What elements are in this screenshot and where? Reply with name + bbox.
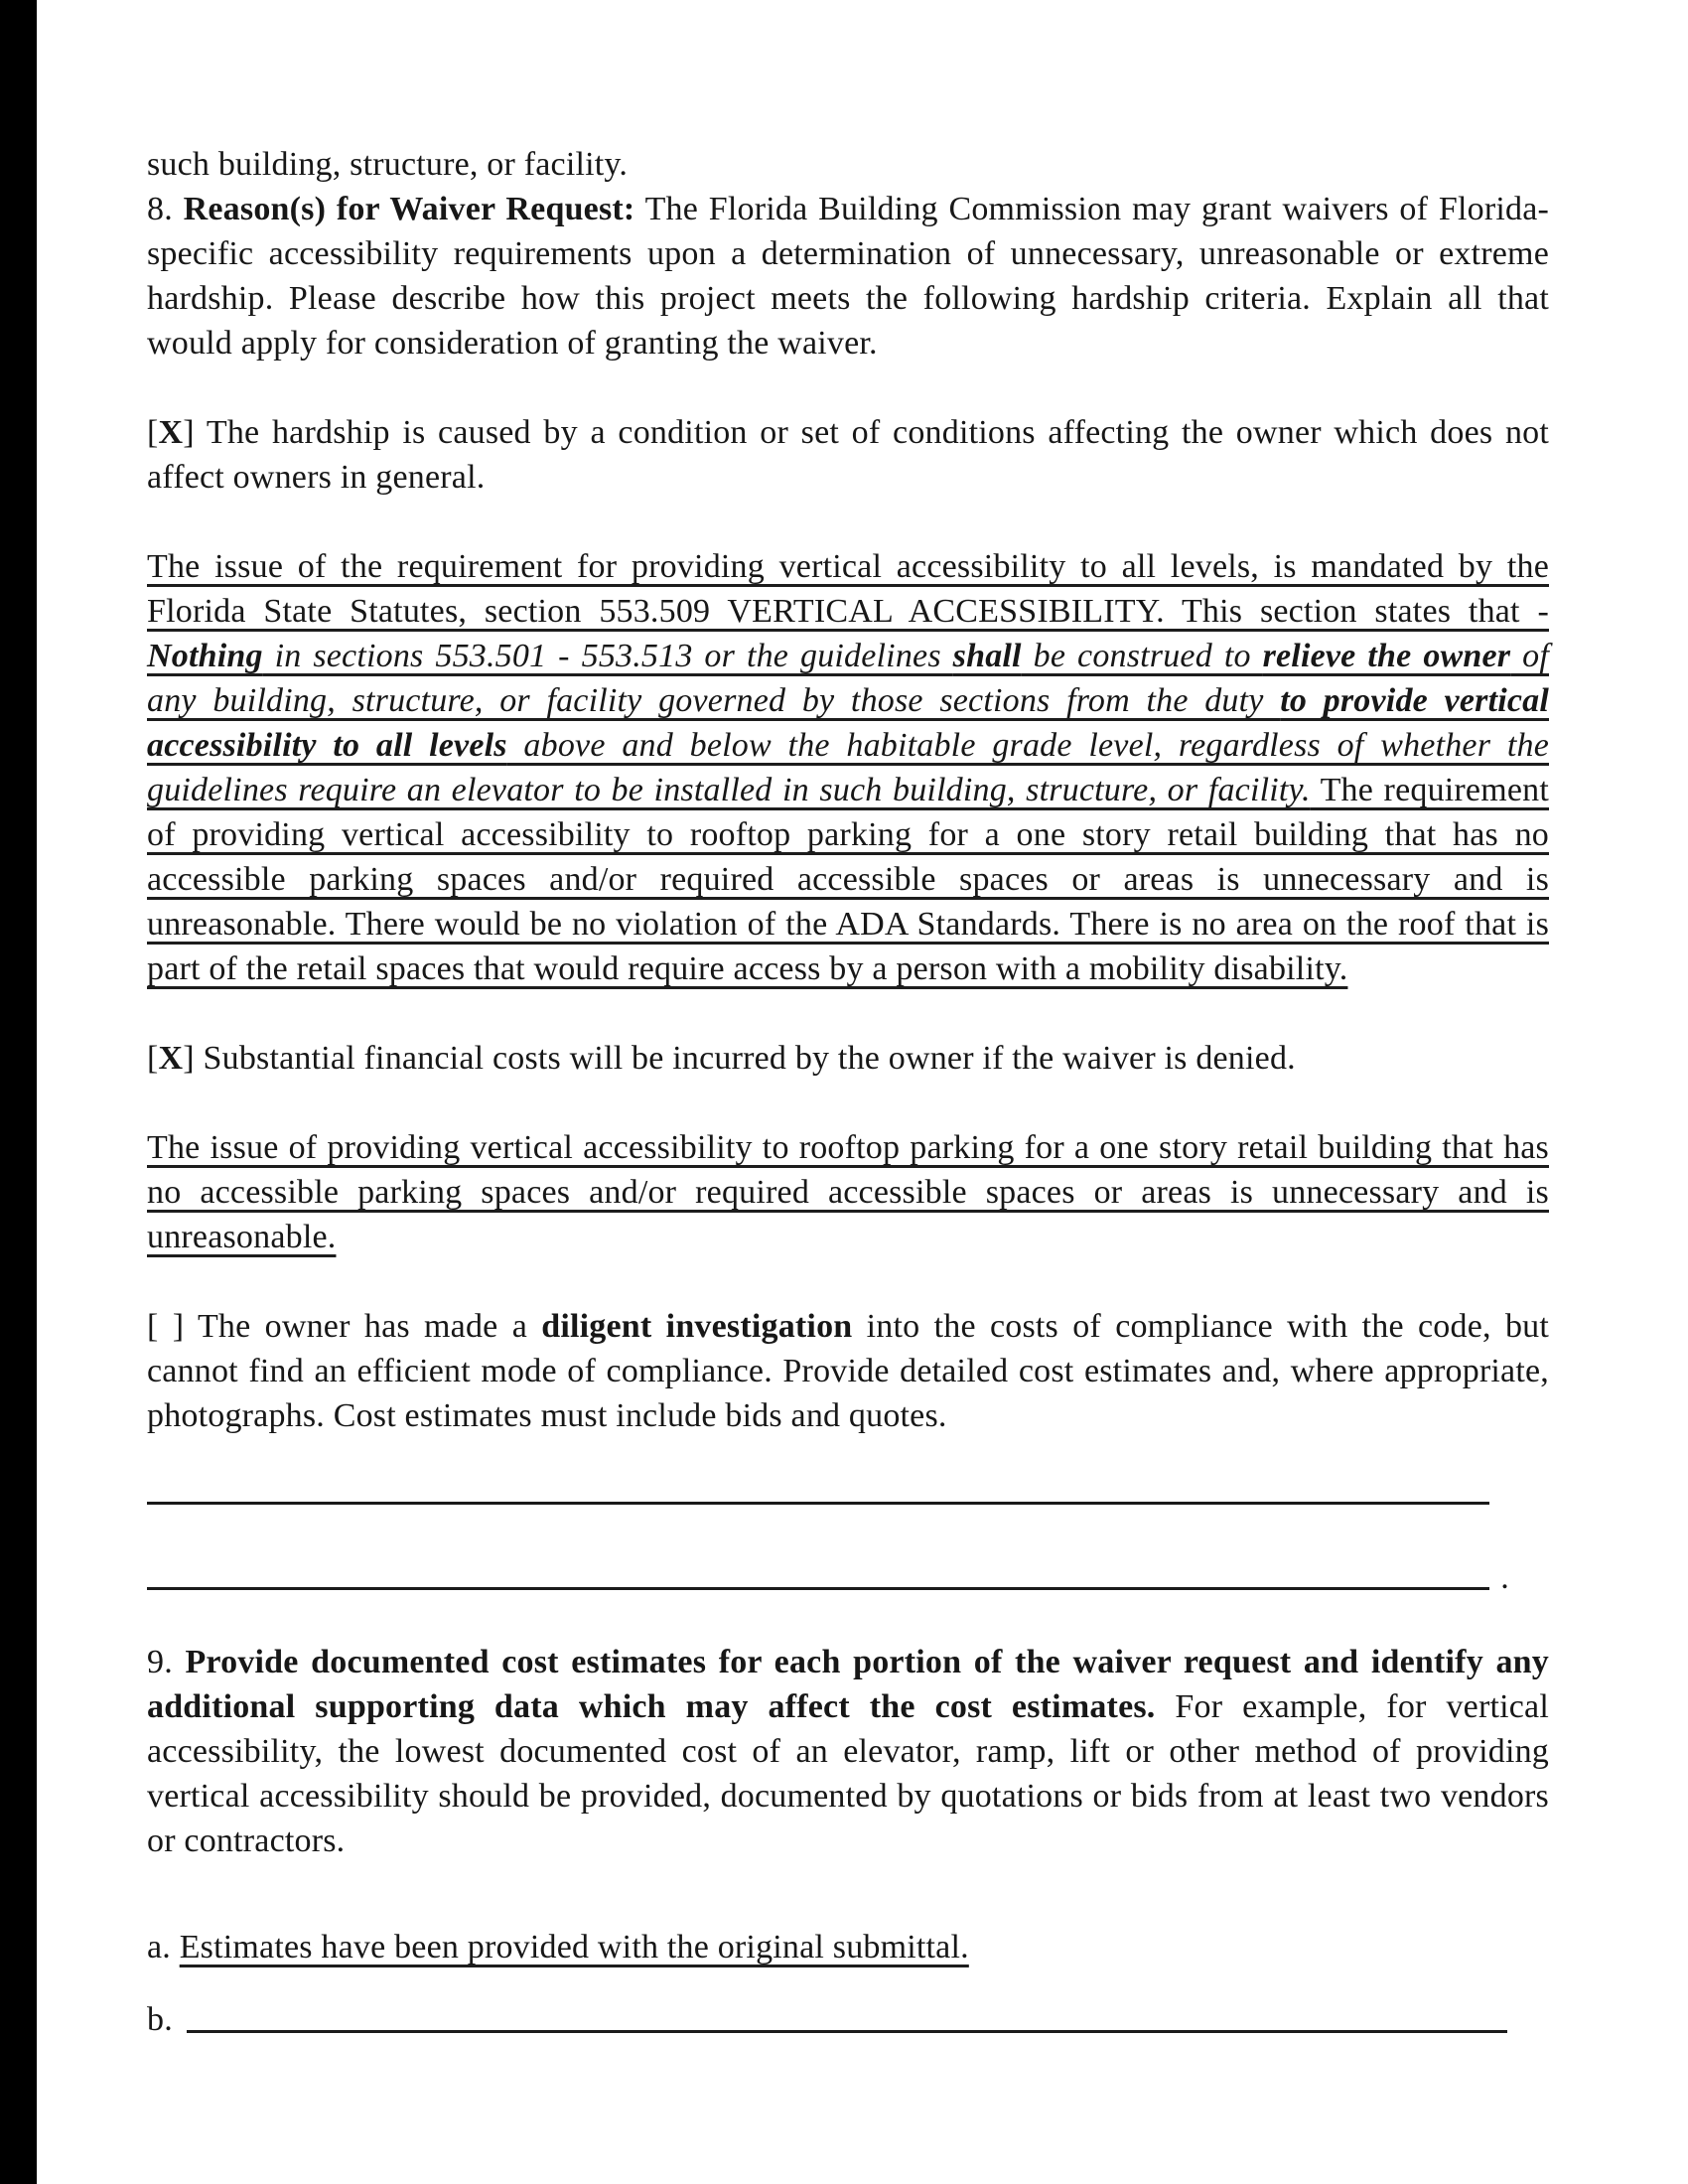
write-in-line-1	[147, 1502, 1489, 1505]
hardship-condition-text: The hardship is caused by a condition or set of conditions affecting the owner which does not affect owners in general.	[147, 414, 1549, 496]
checkbox-bracket-close: ]	[183, 414, 195, 451]
write-in-line-2	[147, 1559, 1509, 1596]
section-9-body: For example, for vertical accessibility, the lowest documented cost of an elevator, ramp, lift or other method of providing vertical accessibility should be provided, documented by quotations or bids from at least two vendors or contractors.	[147, 1688, 1549, 1859]
checkbox-bracket-open: [	[147, 1308, 159, 1345]
statute-response-tail: The requirement of providing vertical accessibility to rooftop parking for a one story retail building that has no accessible parking spaces and/or required accessible spaces or areas is unnecessary and is unreasonable. There would be no violation of the ADA Standards. There is no area on the roof that is part of the retail spaces that would require access by a person with a mobility disability.	[147, 772, 1550, 987]
scan-artifact-bar	[0, 0, 37, 2184]
checkbox-bracket-close: ]	[172, 1308, 185, 1345]
checkbox-item-hardship-condition	[147, 410, 1549, 500]
item-a-text: Estimates have been provided with the original submittal.	[179, 1929, 969, 1966]
checkbox-bracket-open: [	[147, 414, 159, 451]
statute-quote-sections: in sections 553.501 - 553.513 or the guidelines	[262, 638, 953, 674]
diligent-investigation-text-tail: into the costs of compliance with the code, but cannot find an efficient mode of compliance. Provide detailed cost estimates and, where appropriate, photographs. Cost estimates must include bids and quotes.	[147, 1308, 1549, 1434]
item-b-label: b.	[147, 2001, 173, 2038]
section-8-number: 8.	[147, 191, 184, 227]
checkbox-mark-x: X	[158, 1040, 184, 1077]
financial-response-paragraph: The issue of providing vertical accessibility to rooftop parking for a one story retail building that has no accessible parking spaces and/or required accessible spaces or areas is unnecessary and is unreasonable.	[147, 1129, 1549, 1255]
document-page	[147, 0, 1549, 2042]
checkbox-mark-x: X	[158, 414, 184, 451]
estimate-item-b	[147, 1997, 1549, 2042]
item-a-label: a.	[147, 1929, 180, 1966]
checkbox-bracket-open: [	[147, 1040, 159, 1077]
diligent-investigation-bold: diligent investigation	[541, 1308, 853, 1345]
checkbox-item-diligent-investigation	[147, 1304, 1549, 1438]
checkbox-mark-empty	[159, 1308, 173, 1345]
write-in-line-period: .	[1500, 1559, 1509, 1596]
section-9-title: Provide documented cost estimates for each portion of the waiver request and identify any additional supporting data which may affect the cost estimates.	[147, 1644, 1549, 1725]
statute-quote-above-below: above and below the habitable grade level, regardless of whether the guidelines require an elevator to be installed in such building, structure, or facility.	[147, 727, 1549, 808]
statute-quote-shall: shall	[952, 638, 1022, 674]
section-8-body: The Florida Building Commission may grant waivers of Florida-specific accessibility requirements upon a determination of unnecessary, unreasonable or extreme hardship. Please describe how this project meets the following hardship criteria. Explain all that would apply for consideration of granting the waiver.	[147, 191, 1550, 362]
section-8-title: Reason(s) for Waiver Request:	[183, 191, 635, 227]
diligent-investigation-text-lead: The owner has made a	[184, 1308, 542, 1345]
checkbox-item-financial-costs	[147, 1036, 1549, 1081]
estimate-item-a	[147, 1925, 1549, 1969]
checkbox-bracket-close: ]	[183, 1040, 195, 1077]
statute-quote-nothing: Nothing	[147, 638, 263, 674]
item-b-blank-line	[187, 2030, 1507, 2033]
statute-quote-provide-vertical: to provide vertical accessibility to all levels	[147, 682, 1549, 764]
statute-quote-construed: be construed to	[1021, 638, 1263, 674]
statute-response-lead: The issue of the requirement for providing vertical accessibility to all levels, is mandated by the Florida State Statutes, section 553.509 VERTICAL ACCESSIBILITY. This section states that -	[147, 548, 1549, 630]
financial-costs-text: Substantial financial costs will be incurred by the owner if the waiver is denied.	[194, 1040, 1296, 1077]
statute-quote-relieve-owner: relieve the owner	[1262, 638, 1511, 674]
continuation-line: such building, structure, or facility.	[147, 146, 629, 183]
statute-response-paragraph	[147, 544, 1549, 991]
section-9-paragraph	[147, 1640, 1549, 1863]
section-9-number: 9.	[147, 1644, 186, 1680]
section-8-paragraph	[147, 187, 1549, 365]
statute-quote-governed: of any building, structure, or facility governed by those sections from the duty	[147, 638, 1550, 719]
